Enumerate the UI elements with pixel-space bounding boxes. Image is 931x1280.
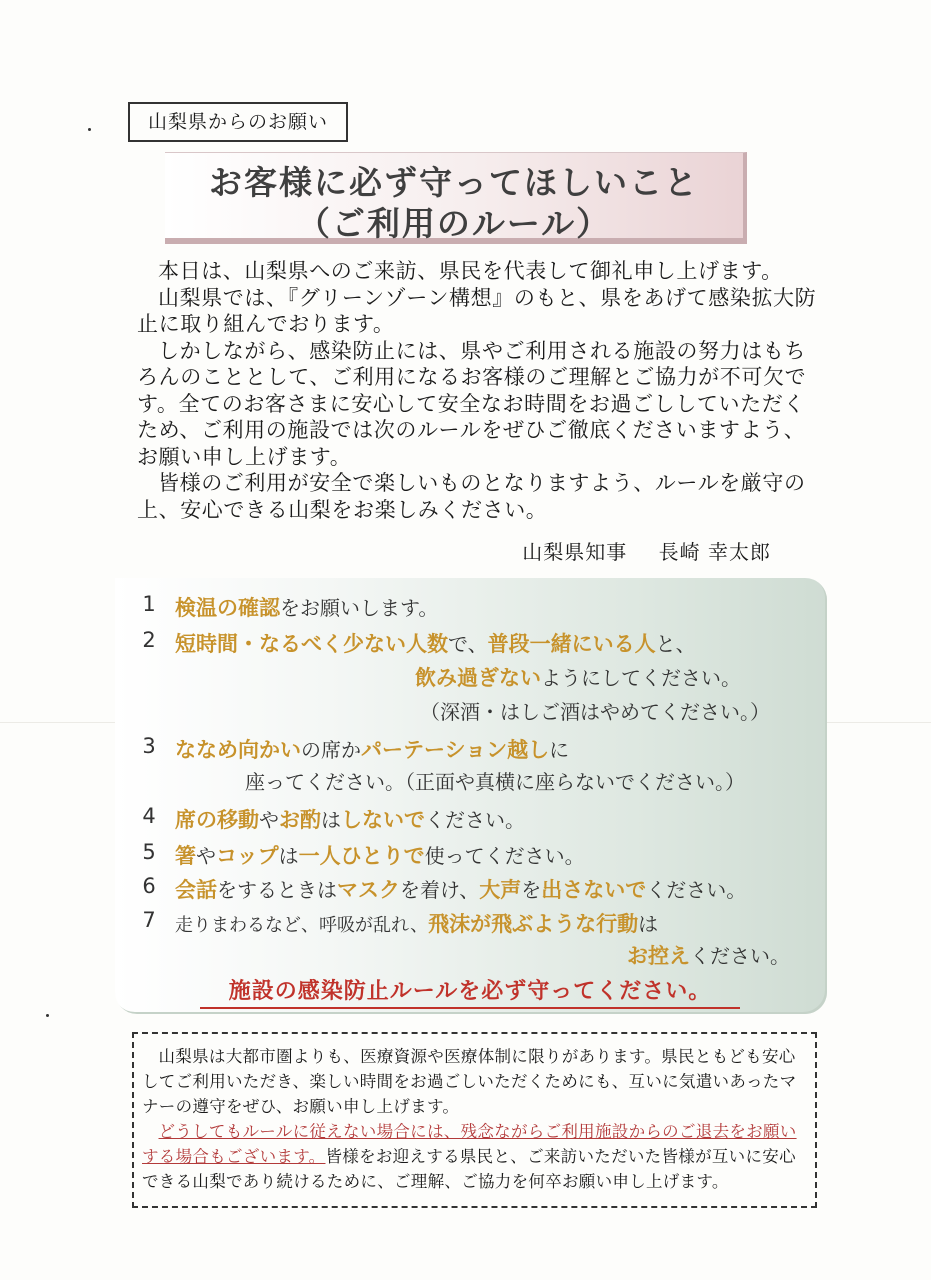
rule-4: 4 席の移動やお酌はしないでください。 [137,804,525,834]
request-tag: 山梨県からのお願い [128,102,348,142]
rule-2-continued: 飲み過ぎないようにしてください。 [415,666,741,690]
rule-number: 1 [142,592,156,616]
rule-number: 7 [142,908,156,932]
intro-paragraph: 皆様のご利用が安全で楽しいものとなりますよう、ルールを厳守の上、安心できる山梨をお楽しみください。 [137,471,806,522]
rule-2: 2 短時間・なるべく少ない人数で、普段一緒にいる人と、 [137,628,696,658]
rule-number: 5 [142,840,156,864]
signature [498,536,771,565]
intro-paragraph: しかしながら、感染防止には、県やご利用される施設の努力はもちろんのこととして、ご利用になるお客様のご理解とご協力が不可欠です。全てのお客さまに安心して安全なお時間をお過ごししていただくため、ご利用の施設では次のルールをぜひご徹底くださいますよう、お願い申し上げます。 [137,338,807,469]
rules-panel [115,578,827,1014]
page-subtitle: （ご利用のルール） [296,204,612,243]
intro-message [137,258,817,523]
signature-name: 長崎 幸太郎 [658,540,771,564]
notice-paragraph: どうしてもルールに従えない場合には、残念ながらご利用施設からのご退去をお願いする場合もございます。皆様をお迎えする県民と、ご来訪いただいた皆様が互いに安心できる山梨であり続けるために、ご理解、ご協力を何卒お願い申し上げます。 [142,1122,797,1191]
rule-7: 7 走りまわるなど、呼吸が乱れ、飛沫が飛ぶような行動は [137,908,658,938]
rule-number: 2 [142,628,156,652]
rule-number: 4 [142,804,156,828]
title-banner [165,152,747,244]
page-title: お客様に必ず守ってほしいこと [209,163,699,202]
rule-3-continued: 座ってください。（正面や真横に座らないでください。） [245,770,745,794]
rule-number: 3 [142,734,156,758]
rule-3: 3 ななめ向かいの席かパーテーション越しに [137,734,569,764]
intro-paragraph: 本日は、山梨県へのご来訪、県民を代表して御礼申し上げます。 [158,259,783,283]
notice-box [132,1032,817,1208]
rule-1: 1 検温の確認をお願いします。 [137,592,438,622]
rule-5: 5 箸やコップは一人ひとりで使ってください。 [137,840,585,870]
rule-number: 6 [142,874,156,898]
eviction-warning: どうしてもルールに従えない場合には、残念ながらご利用施設からのご退去をお願いする場合もございます。 [142,1122,797,1166]
closing-warning: 施設の感染防止ルールを必ず守ってください。 [200,974,740,1009]
notice-paragraph: 山梨県は大都市圏よりも、医療資源や医療体制に限りがあります。県民ともども安心してご利用いただき、楽しい時間をお過ごしいただくためにも、互いに気遣いあったマナーの遵守をぜひ、お願い申し上げます。 [142,1047,797,1116]
rule-7-continued: お控えください。 [627,944,790,968]
intro-paragraph: 山梨県では、『グリーンゾーン構想』のもと、県をあげて感染拡大防止に取り組んでおります。 [137,285,817,336]
rule-6: 6 会話をするときはマスクを着け、大声を出さないでください。 [137,874,746,904]
rule-2-note: （深酒・はしご酒はやめてください。） [420,700,770,724]
scan-speck [46,1014,49,1017]
signature-title: 山梨県知事 [522,540,628,564]
scan-speck [88,128,91,131]
